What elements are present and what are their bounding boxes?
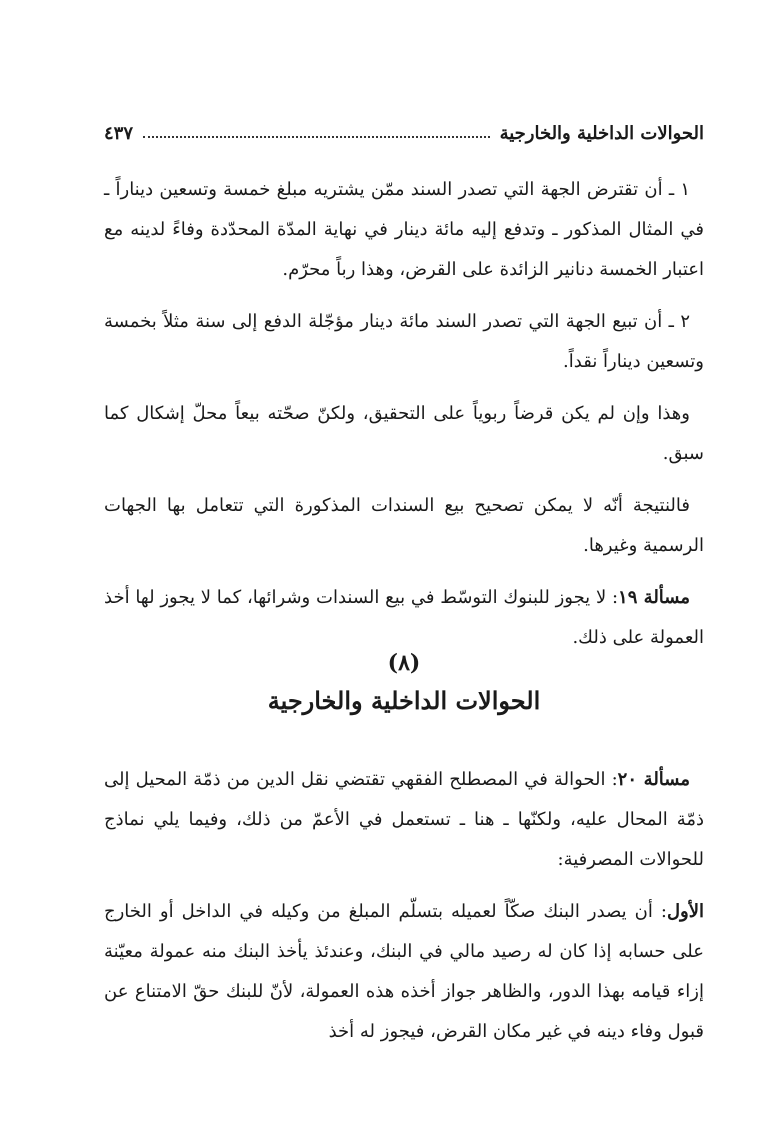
paragraph-2: ٢ ـ أن تبيع الجهة التي تصدر السند مائة دينار مؤجّلة الدفع إلى سنة مثلاً بخمسة وتسعين ديناراً نقداً. (104, 311, 704, 372)
issue-19-text: : لا يجوز للبنوك التوسّط في بيع السندات وشرائها، كما لا يجوز لها أخذ العمولة على ذلك. (104, 587, 704, 648)
top-text-block (104, 170, 704, 670)
page-header (104, 118, 704, 148)
issue-19-label: مسألة ١٩ (618, 587, 690, 608)
first-type-label: الأول (666, 901, 704, 922)
section-number: (٨) (387, 650, 421, 676)
running-title: الحوالات الداخلية والخارجية (499, 122, 704, 144)
paragraph-3: وهذا وإن لم يكن قرضاً ربوياً على التحقيق، ولكنّ صحّته بيعاً محلّ إشكال كما سبق. (104, 403, 704, 464)
header-leader-dots (143, 136, 490, 138)
first-type-text: : أن يصدر البنك صكّاً لعميله بتسلّم المبلغ من وكيله في الداخل أو الخارج على حسابه إذا كان له رصيد مالي في البنك، وعندئذ يأخذ البنك منه عمولة معيّنة إزاء قيامه بهذا الدور، والظاهر جواز أخذه هذه العمولة، لأنّ للبنك حقّ الامتناع عن قبول وفاء دينه في غير مكان القرض، فيجوز له أخذ (104, 901, 704, 1042)
paragraph-1: ١ ـ أن تقترض الجهة التي تصدر السند ممّن يشتريه مبلغ خمسة وتسعين ديناراً ـ في المثال المذكور ـ وتدفع إليه مائة دينار في نهاية المدّة المحدّدة وفاءً لدينه مع اعتبار الخمسة دنانير الزائدة على القرض، وهذا رباً محرّم. (104, 179, 704, 280)
page-number: ٤٣٧ (104, 122, 134, 144)
paragraph-5 (104, 578, 704, 658)
bottom-text-block (104, 760, 704, 1064)
issue-20-label: مسألة ٢٠ (617, 769, 690, 790)
paragraph-6 (104, 760, 704, 880)
issue-20-text: : الحوالة في المصطلح الفقهي تقتضي نقل الدين من ذمّة المحيل إلى ذمّة المحال عليه، ولكنّها ـ هنا ـ تستعمل في الأعمّ من ذلك، وفيما يلي نماذج للحوالات المصرفية: (104, 769, 704, 870)
paragraph-4: فالنتيجة أنّه لا يمكن تصحيح بيع السندات المذكورة التي تتعامل بها الجهات الرسمية وغيرها. (104, 495, 704, 556)
paragraph-7 (104, 892, 704, 1052)
section-title: الحوالات الداخلية والخارجية (267, 686, 541, 715)
